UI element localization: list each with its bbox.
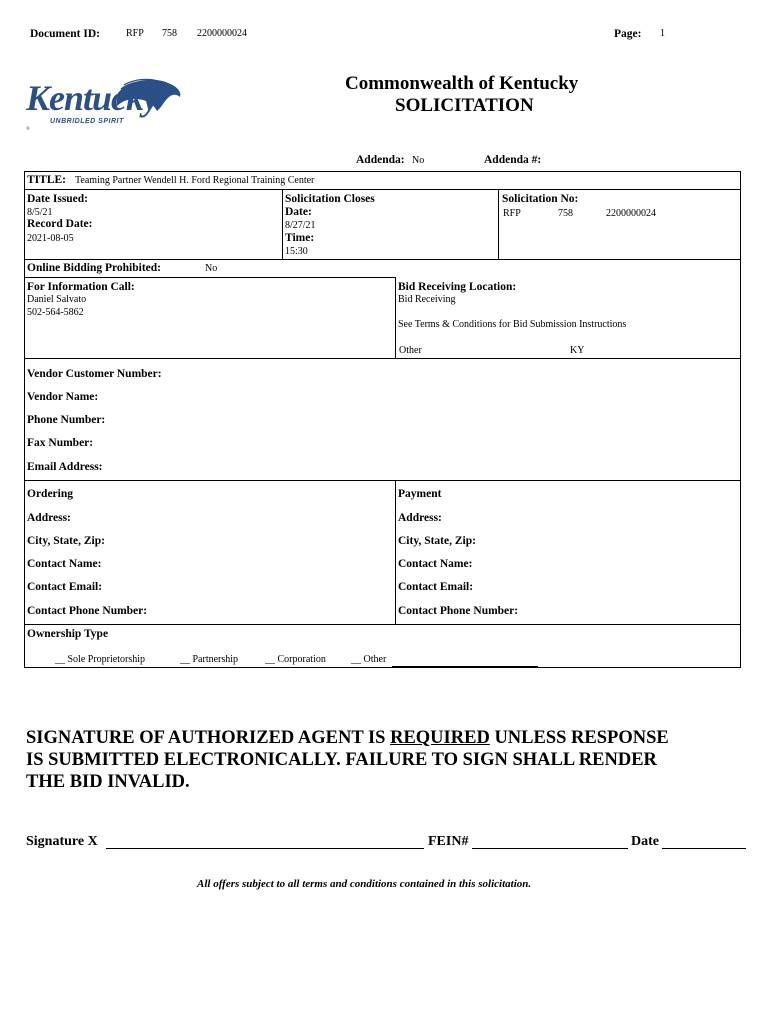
ownership-other[interactable]: __ Other xyxy=(351,654,387,665)
bid-location-label: Bid Receiving Location: xyxy=(398,281,517,293)
addenda-number-label: Addenda #: xyxy=(484,154,542,166)
date-label: Date xyxy=(631,834,659,849)
online-bidding-label: Online Bidding Prohibited: xyxy=(27,262,161,274)
logo-word: Kentucky xyxy=(26,78,158,118)
closes-label: Solicitation Closes xyxy=(285,193,375,205)
addenda-label: Addenda: xyxy=(356,154,405,166)
title-value: Teaming Partner Wendell H. Ford Regional Training Center xyxy=(75,175,315,186)
document-number-2: 2200000024 xyxy=(197,28,247,39)
commonwealth-title: Commonwealth of Kentucky xyxy=(345,73,579,94)
ordering-address-label: Address: xyxy=(27,512,71,524)
solicitation-number-2: 2200000024 xyxy=(606,208,656,219)
ownership-other-line[interactable] xyxy=(392,666,538,667)
ownership-sole[interactable]: __ Sole Proprietorship xyxy=(55,654,145,665)
vendor-name-label: Vendor Name: xyxy=(27,391,99,403)
document-id-label: Document ID: xyxy=(30,28,100,40)
info-call-label: For Information Call: xyxy=(27,281,135,293)
signature-line[interactable] xyxy=(106,848,424,849)
info-contact-name: Daniel Salvato xyxy=(27,294,87,305)
payment-contact-name-label: Contact Name: xyxy=(398,558,473,570)
fax-number-label: Fax Number: xyxy=(27,437,94,449)
date-issued-value: 8/5/21 xyxy=(27,207,53,218)
fein-line[interactable] xyxy=(472,848,628,849)
page-number: 1 xyxy=(660,28,665,39)
info-contact-phone: 502-564-5862 xyxy=(27,307,84,318)
payment-city-label: City, State, Zip: xyxy=(398,535,476,547)
date-issued-label: Date Issued: xyxy=(27,193,89,205)
footer-note: All offers subject to all terms and conditions contained in this solicitation. xyxy=(197,878,532,890)
payment-contact-phone-label: Contact Phone Number: xyxy=(398,605,519,617)
vendor-customer-number-label: Vendor Customer Number: xyxy=(27,368,162,380)
record-date-value: 2021-08-05 xyxy=(27,233,74,244)
ordering-city-label: City, State, Zip: xyxy=(27,535,105,547)
time-label: Time: xyxy=(285,232,315,244)
payment-contact-email-label: Contact Email: xyxy=(398,581,474,593)
ordering-heading: Ordering xyxy=(27,488,73,500)
page-label: Page: xyxy=(614,28,642,40)
fein-label: FEIN# xyxy=(428,834,469,849)
record-date-label: Record Date: xyxy=(27,218,93,230)
ownership-type-label: Ownership Type xyxy=(27,628,109,640)
solicitation-type: RFP xyxy=(503,208,521,219)
solicitation-title: SOLICITATION xyxy=(395,95,534,116)
closes-date-value: 8/27/21 xyxy=(285,220,316,231)
logo-tagline: UNBRIDLED SPIRIT xyxy=(50,118,124,125)
notice-text-2: UNLESS RESPONSE xyxy=(489,728,669,748)
date-line[interactable] xyxy=(662,848,746,849)
closes-date-label: Date: xyxy=(285,206,312,218)
notice-text-1: SIGNATURE OF AUTHORIZED AGENT IS xyxy=(26,728,391,748)
notice-line-2: IS SUBMITTED ELECTRONICALLY. FAILURE TO SIGN SHALL RENDER xyxy=(26,750,657,770)
online-bidding-value: No xyxy=(205,263,218,274)
bid-location-value: Bid Receiving xyxy=(398,294,456,305)
title-label: TITLE: xyxy=(27,174,66,186)
notice-line-3: THE BID INVALID. xyxy=(26,772,190,792)
signature-notice xyxy=(26,727,669,793)
kentucky-logo xyxy=(26,73,186,135)
addenda-value: No xyxy=(412,155,425,166)
solicitation-form xyxy=(24,171,741,668)
registered-mark: ® xyxy=(26,127,30,132)
terms-note: See Terms & Conditions for Bid Submission Instructions xyxy=(398,319,627,330)
location-state: KY xyxy=(570,345,585,356)
ownership-corporation[interactable]: __ Corporation xyxy=(265,654,326,665)
solicitation-no-label: Solicitation No: xyxy=(502,193,579,205)
ordering-contact-phone-label: Contact Phone Number: xyxy=(27,605,148,617)
ordering-contact-email-label: Contact Email: xyxy=(27,581,103,593)
ownership-partnership[interactable]: __ Partnership xyxy=(180,654,239,665)
ordering-contact-name-label: Contact Name: xyxy=(27,558,102,570)
document-type: RFP xyxy=(126,28,144,39)
notice-required: REQUIRED xyxy=(390,728,490,748)
payment-address-label: Address: xyxy=(398,512,442,524)
email-address-label: Email Address: xyxy=(27,461,103,473)
payment-heading: Payment xyxy=(398,488,442,500)
solicitation-number-1: 758 xyxy=(558,208,573,219)
phone-number-label: Phone Number: xyxy=(27,414,106,426)
time-value: 15:30 xyxy=(285,246,308,257)
signature-label: Signature X xyxy=(26,834,98,849)
location-other: Other xyxy=(399,345,422,356)
document-number-1: 758 xyxy=(162,28,177,39)
